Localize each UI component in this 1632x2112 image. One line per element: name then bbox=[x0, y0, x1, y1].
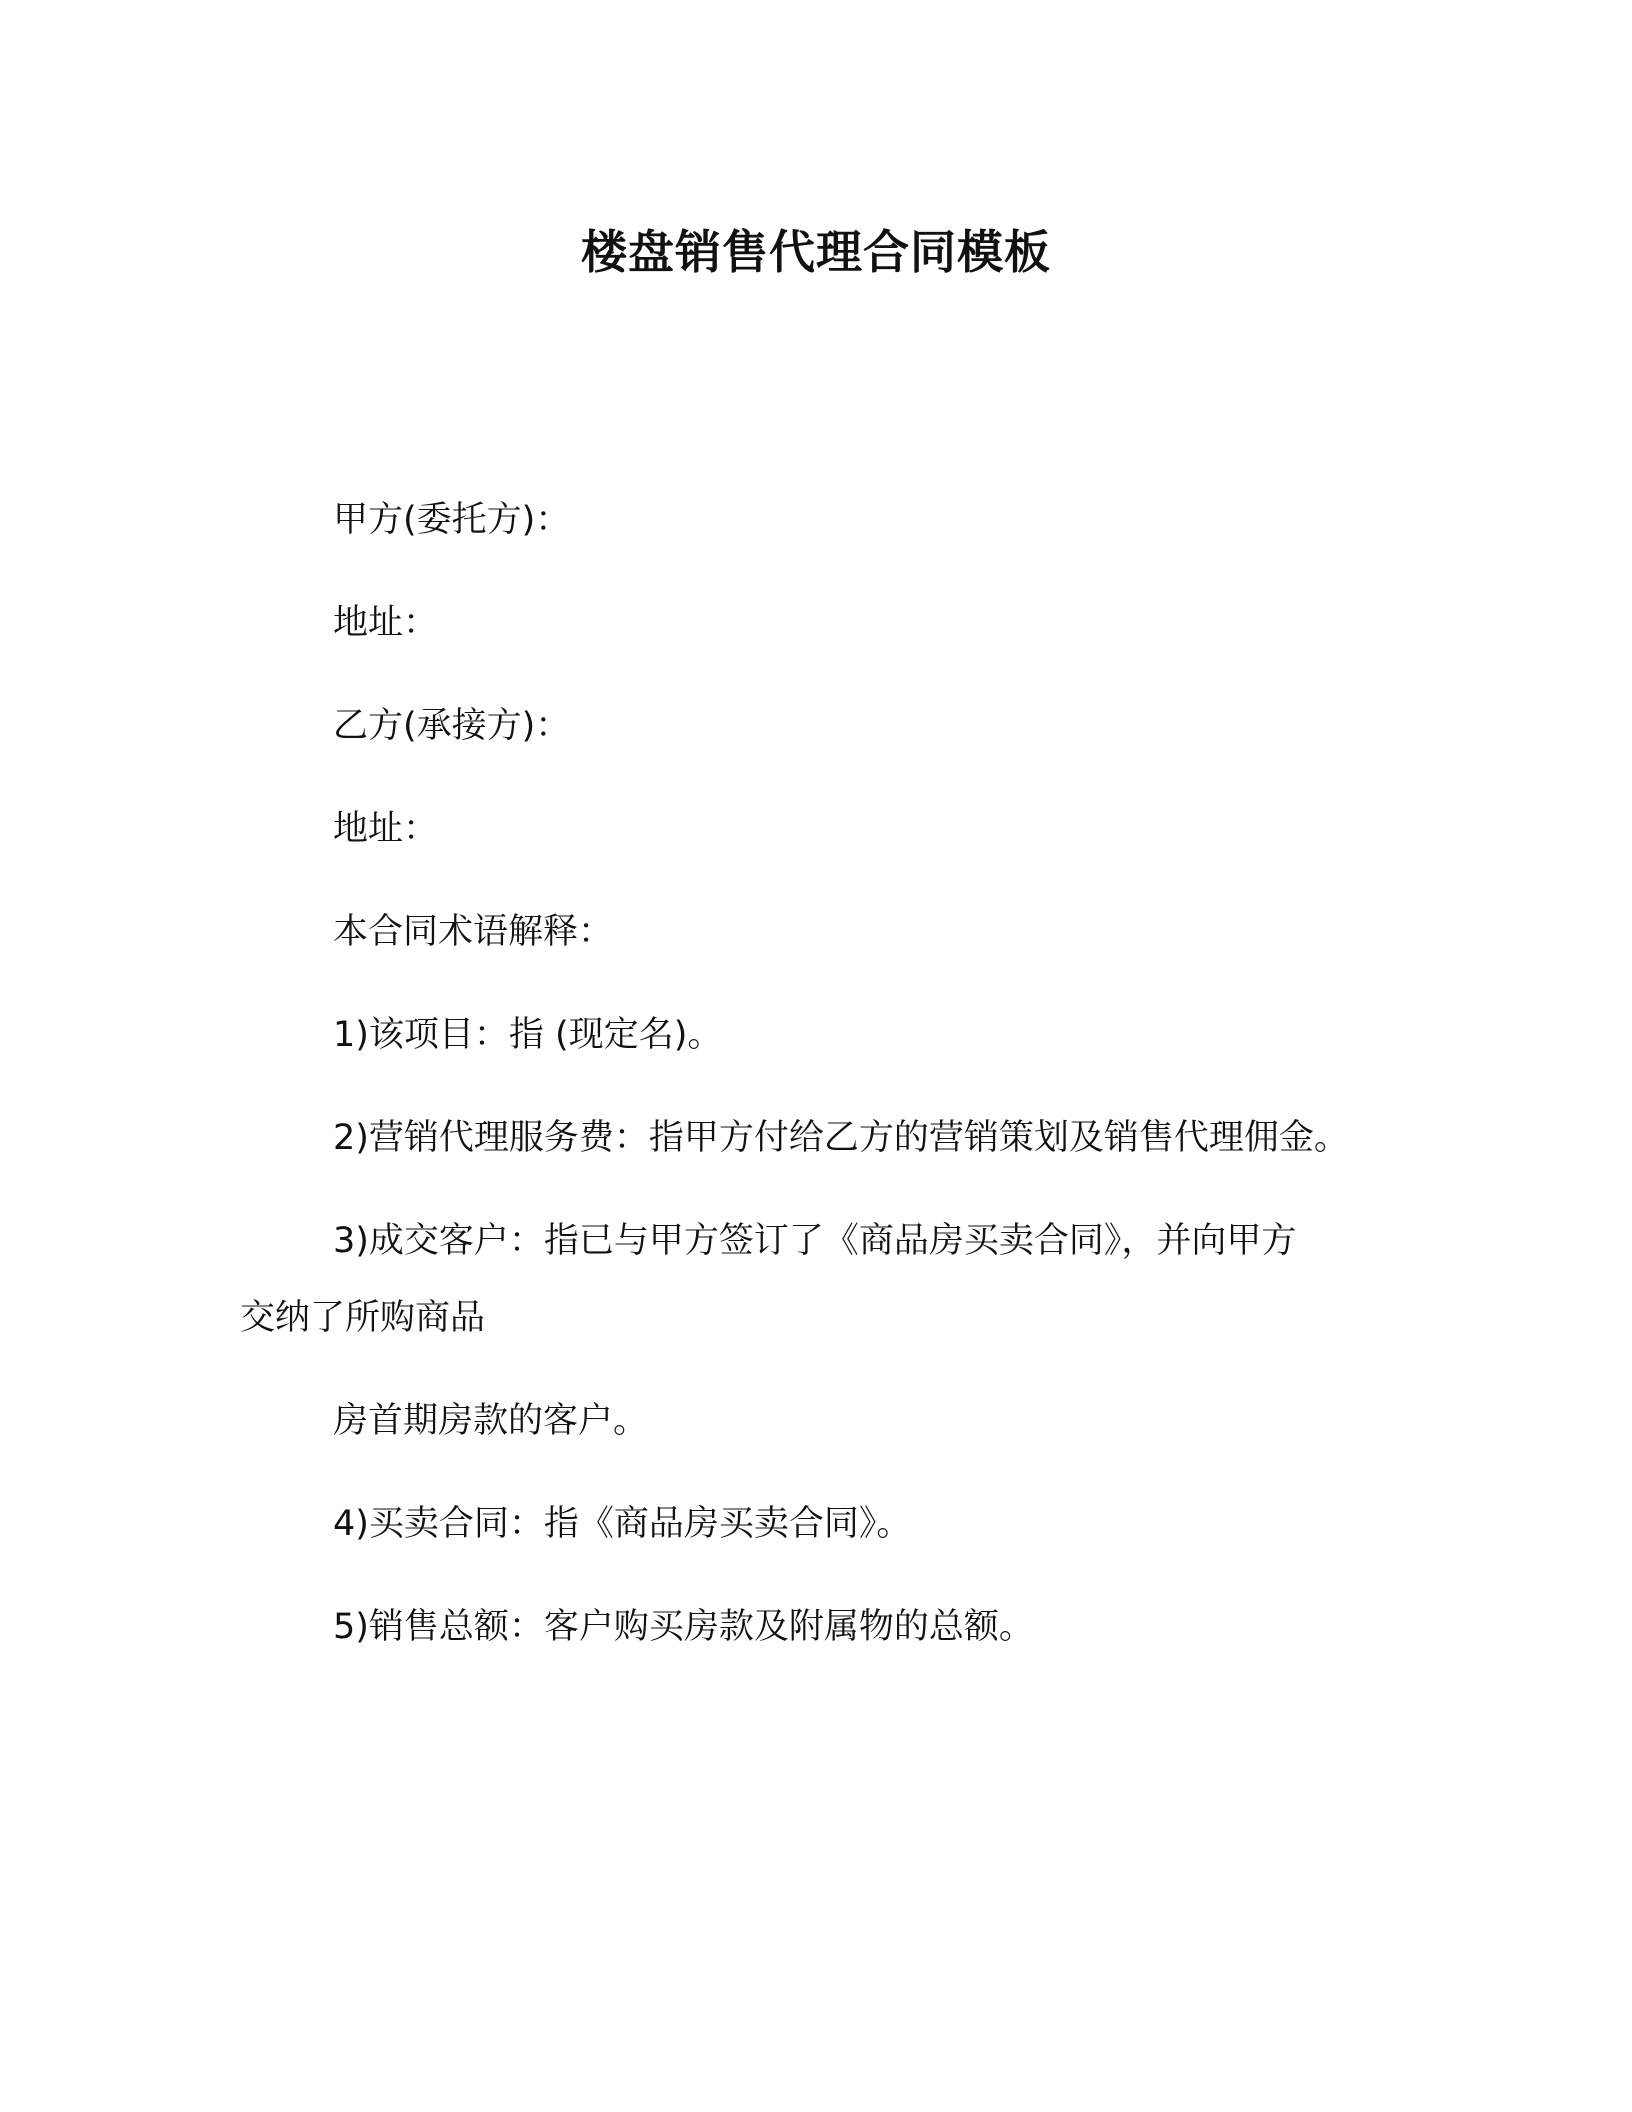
term-item-1: 1)该项目：指 (现定名)。 bbox=[333, 1015, 723, 1055]
term-item-5: 5)销售总额：客户购买房款及附属物的总额。 bbox=[333, 1607, 1034, 1647]
party-a-label: 甲方(委托方)： bbox=[333, 500, 571, 540]
party-a-address-label: 地址： bbox=[333, 603, 439, 643]
term-item-3: 3)成交客户：指已与甲方签订了《商品房买卖合同》，并向甲方 bbox=[333, 1221, 1297, 1261]
term-item-3-continuation: 交纳了所购商品 bbox=[240, 1298, 486, 1338]
party-b-label: 乙方(承接方)： bbox=[333, 706, 571, 746]
term-item-3-continuation-2: 房首期房款的客户。 bbox=[333, 1401, 649, 1441]
party-b-address-label: 地址： bbox=[333, 809, 439, 849]
document-title: 楼盘销售代理合同模板 bbox=[581, 225, 1051, 279]
term-item-2: 2)营销代理服务费：指甲方付给乙方的营销策划及销售代理佣金。 bbox=[333, 1118, 1349, 1158]
terms-heading: 本合同术语解释： bbox=[333, 912, 614, 952]
term-item-4: 4)买卖合同：指《商品房买卖合同》。 bbox=[333, 1504, 912, 1544]
